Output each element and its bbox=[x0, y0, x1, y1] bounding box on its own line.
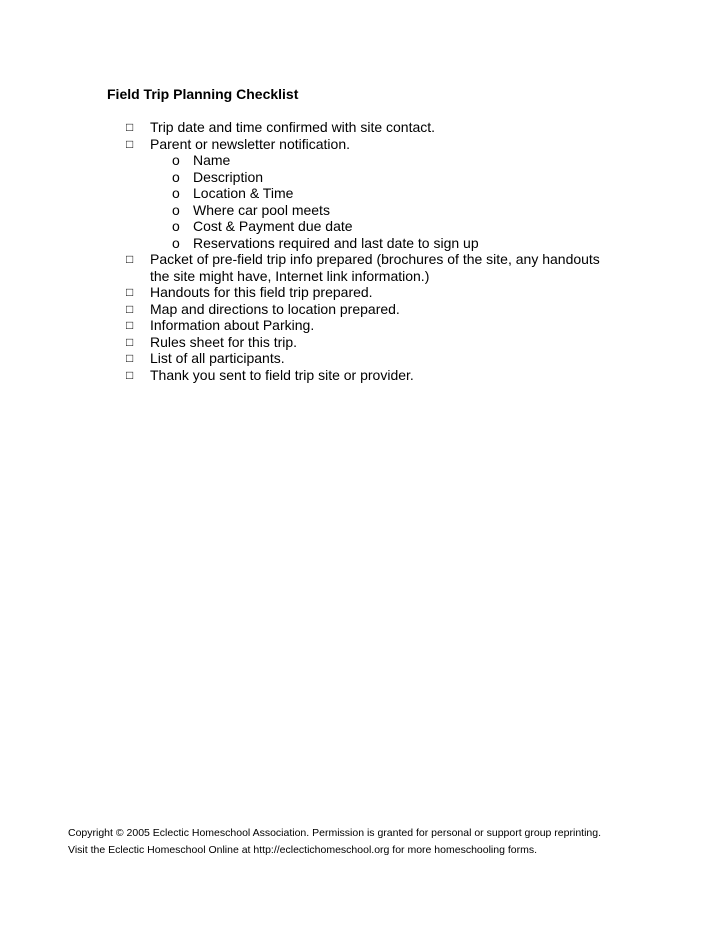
circle-bullet-icon: o bbox=[172, 234, 180, 251]
checklist-item bbox=[0, 136, 728, 153]
checklist-item-label: Map and directions to location prepared. bbox=[150, 300, 400, 317]
checkbox-icon[interactable]: □ bbox=[126, 120, 134, 134]
checklist-item-label: Packet of pre-field trip info prepared (brochures of the site, any handouts the site might have, Internet link information.) bbox=[150, 251, 600, 284]
checklist-subitem-label: Where car pool meets bbox=[193, 201, 330, 218]
checkbox-icon[interactable]: □ bbox=[126, 301, 134, 316]
checklist-item bbox=[0, 301, 728, 318]
checklist-subitem bbox=[0, 235, 728, 252]
checkbox-icon[interactable]: □ bbox=[126, 252, 134, 266]
checklist-subitem-label: Description bbox=[193, 168, 264, 185]
checklist bbox=[0, 119, 728, 383]
checklist-item-label: Trip date and time confirmed with site contact. bbox=[150, 119, 436, 135]
checklist-subitem-label: Cost & Payment due date bbox=[193, 218, 353, 234]
checklist-subitem bbox=[0, 218, 728, 235]
checkbox-icon[interactable]: □ bbox=[126, 318, 134, 332]
checklist-subitem bbox=[0, 169, 728, 186]
circle-bullet-icon: o bbox=[172, 185, 180, 201]
checklist-subitem bbox=[0, 202, 728, 219]
circle-bullet-icon: o bbox=[172, 201, 180, 218]
circle-bullet-icon: o bbox=[172, 218, 180, 234]
checklist-item-label: Rules sheet for this trip. bbox=[150, 333, 298, 350]
checklist-item bbox=[0, 317, 728, 334]
checklist-item-label: Handouts for this field trip prepared. bbox=[150, 284, 373, 300]
checklist-item bbox=[0, 350, 728, 367]
checklist-subitem-label: Name bbox=[193, 152, 231, 168]
checklist-item-label: Thank you sent to field trip site or provider. bbox=[150, 366, 414, 383]
checklist-item-label: Information about Parking. bbox=[150, 317, 315, 333]
footer bbox=[68, 825, 601, 859]
checklist-subitem bbox=[0, 152, 728, 169]
copyright-notice: Copyright © 2005 Eclectic Homeschool Association. Permission is granted for personal or support group reprinting. bbox=[68, 827, 602, 839]
checkbox-icon[interactable]: □ bbox=[126, 351, 134, 365]
checklist-item bbox=[0, 367, 728, 384]
checklist-subitem-label: Reservations required and last date to sign up bbox=[193, 234, 479, 251]
checkbox-icon[interactable]: □ bbox=[126, 285, 134, 299]
checklist-item bbox=[0, 251, 728, 284]
checklist-item bbox=[0, 334, 728, 351]
checkbox-icon[interactable]: □ bbox=[126, 367, 134, 382]
circle-bullet-icon: o bbox=[172, 152, 180, 168]
circle-bullet-icon: o bbox=[172, 168, 180, 185]
checklist-subitem-label: Location & Time bbox=[193, 185, 294, 201]
checkbox-icon[interactable]: □ bbox=[126, 334, 134, 349]
checklist-item bbox=[0, 284, 728, 301]
page-title: Field Trip Planning Checklist bbox=[107, 86, 299, 102]
checklist-item-label: Parent or newsletter notification. bbox=[150, 135, 350, 152]
checkbox-icon[interactable]: □ bbox=[126, 136, 134, 151]
checklist-subitem bbox=[0, 185, 728, 202]
visit-notice: Visit the Eclectic Homeschool Online at http://eclectichomeschool.org for more homeschooling forms. bbox=[68, 844, 538, 856]
checklist-item bbox=[0, 119, 728, 136]
checklist-item-label: List of all participants. bbox=[150, 350, 285, 366]
